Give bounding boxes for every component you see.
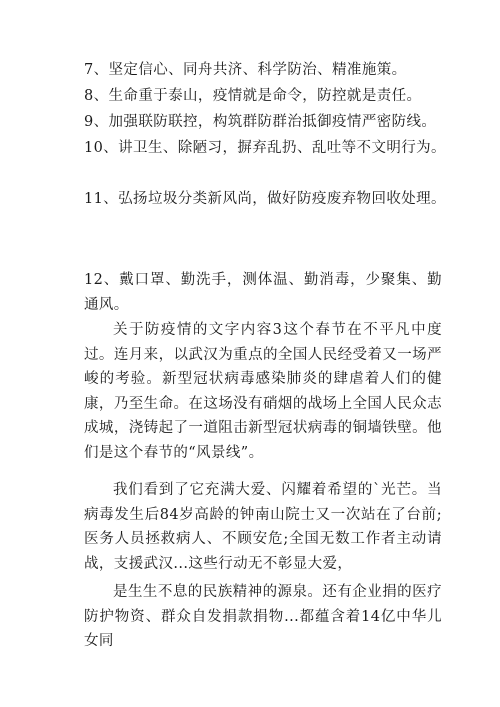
list-item-8: 8、生命重于泰山，疫情就是命令，防控就是责任。	[84, 88, 422, 104]
body-paragraph-3: 是生生不息的民族精神的源泉。还有企业捐的医疗防护物资、群众自发捐款捐物...都蕴含着14亿中华儿女同	[84, 584, 442, 649]
list-item-7: 7、坚定信心、同舟共济、科学防治、精准施策。	[84, 62, 407, 78]
body-paragraph-1: 关于防疫情的文字内容3这个春节在不平凡中度过。连月来，以武汉为重点的全国人民经受着又一场严峻的考验。新型冠状病毒感染肺炎的肆虐着人们的健康，乃至生命。在这场没有硝烟的战场上全国人民众志成城，浇铸起了一道阻击新型冠状病毒的铜墙铁壁。他们是这个春节的“风景线”。	[84, 322, 442, 461]
body-paragraph-2: 我们看到了它充满大爱、闪耀着希望的`光芒。当病毒发生后84岁高龄的钟南山院士又一次站在了台前;医务人员拯救病人、不顾安危;全国无数工作者主动请战，支援武汉...这些行动无不彰显大爱，	[84, 482, 442, 572]
list-item-12: 12、戴口罩、勤洗手，测体温、勤消毒，少聚集、勤通风。	[84, 272, 442, 313]
list-item-10: 10、讲卫生、除陋习，摒弃乱扔、乱吐等不文明行为。	[84, 140, 446, 156]
list-item-11: 11、弘扬垃圾分类新风尚，做好防疫废弃物回收处理。	[84, 191, 446, 207]
list-item-9: 9、加强联防联控，构筑群防群治抵御疫情严密防线。	[84, 114, 437, 130]
